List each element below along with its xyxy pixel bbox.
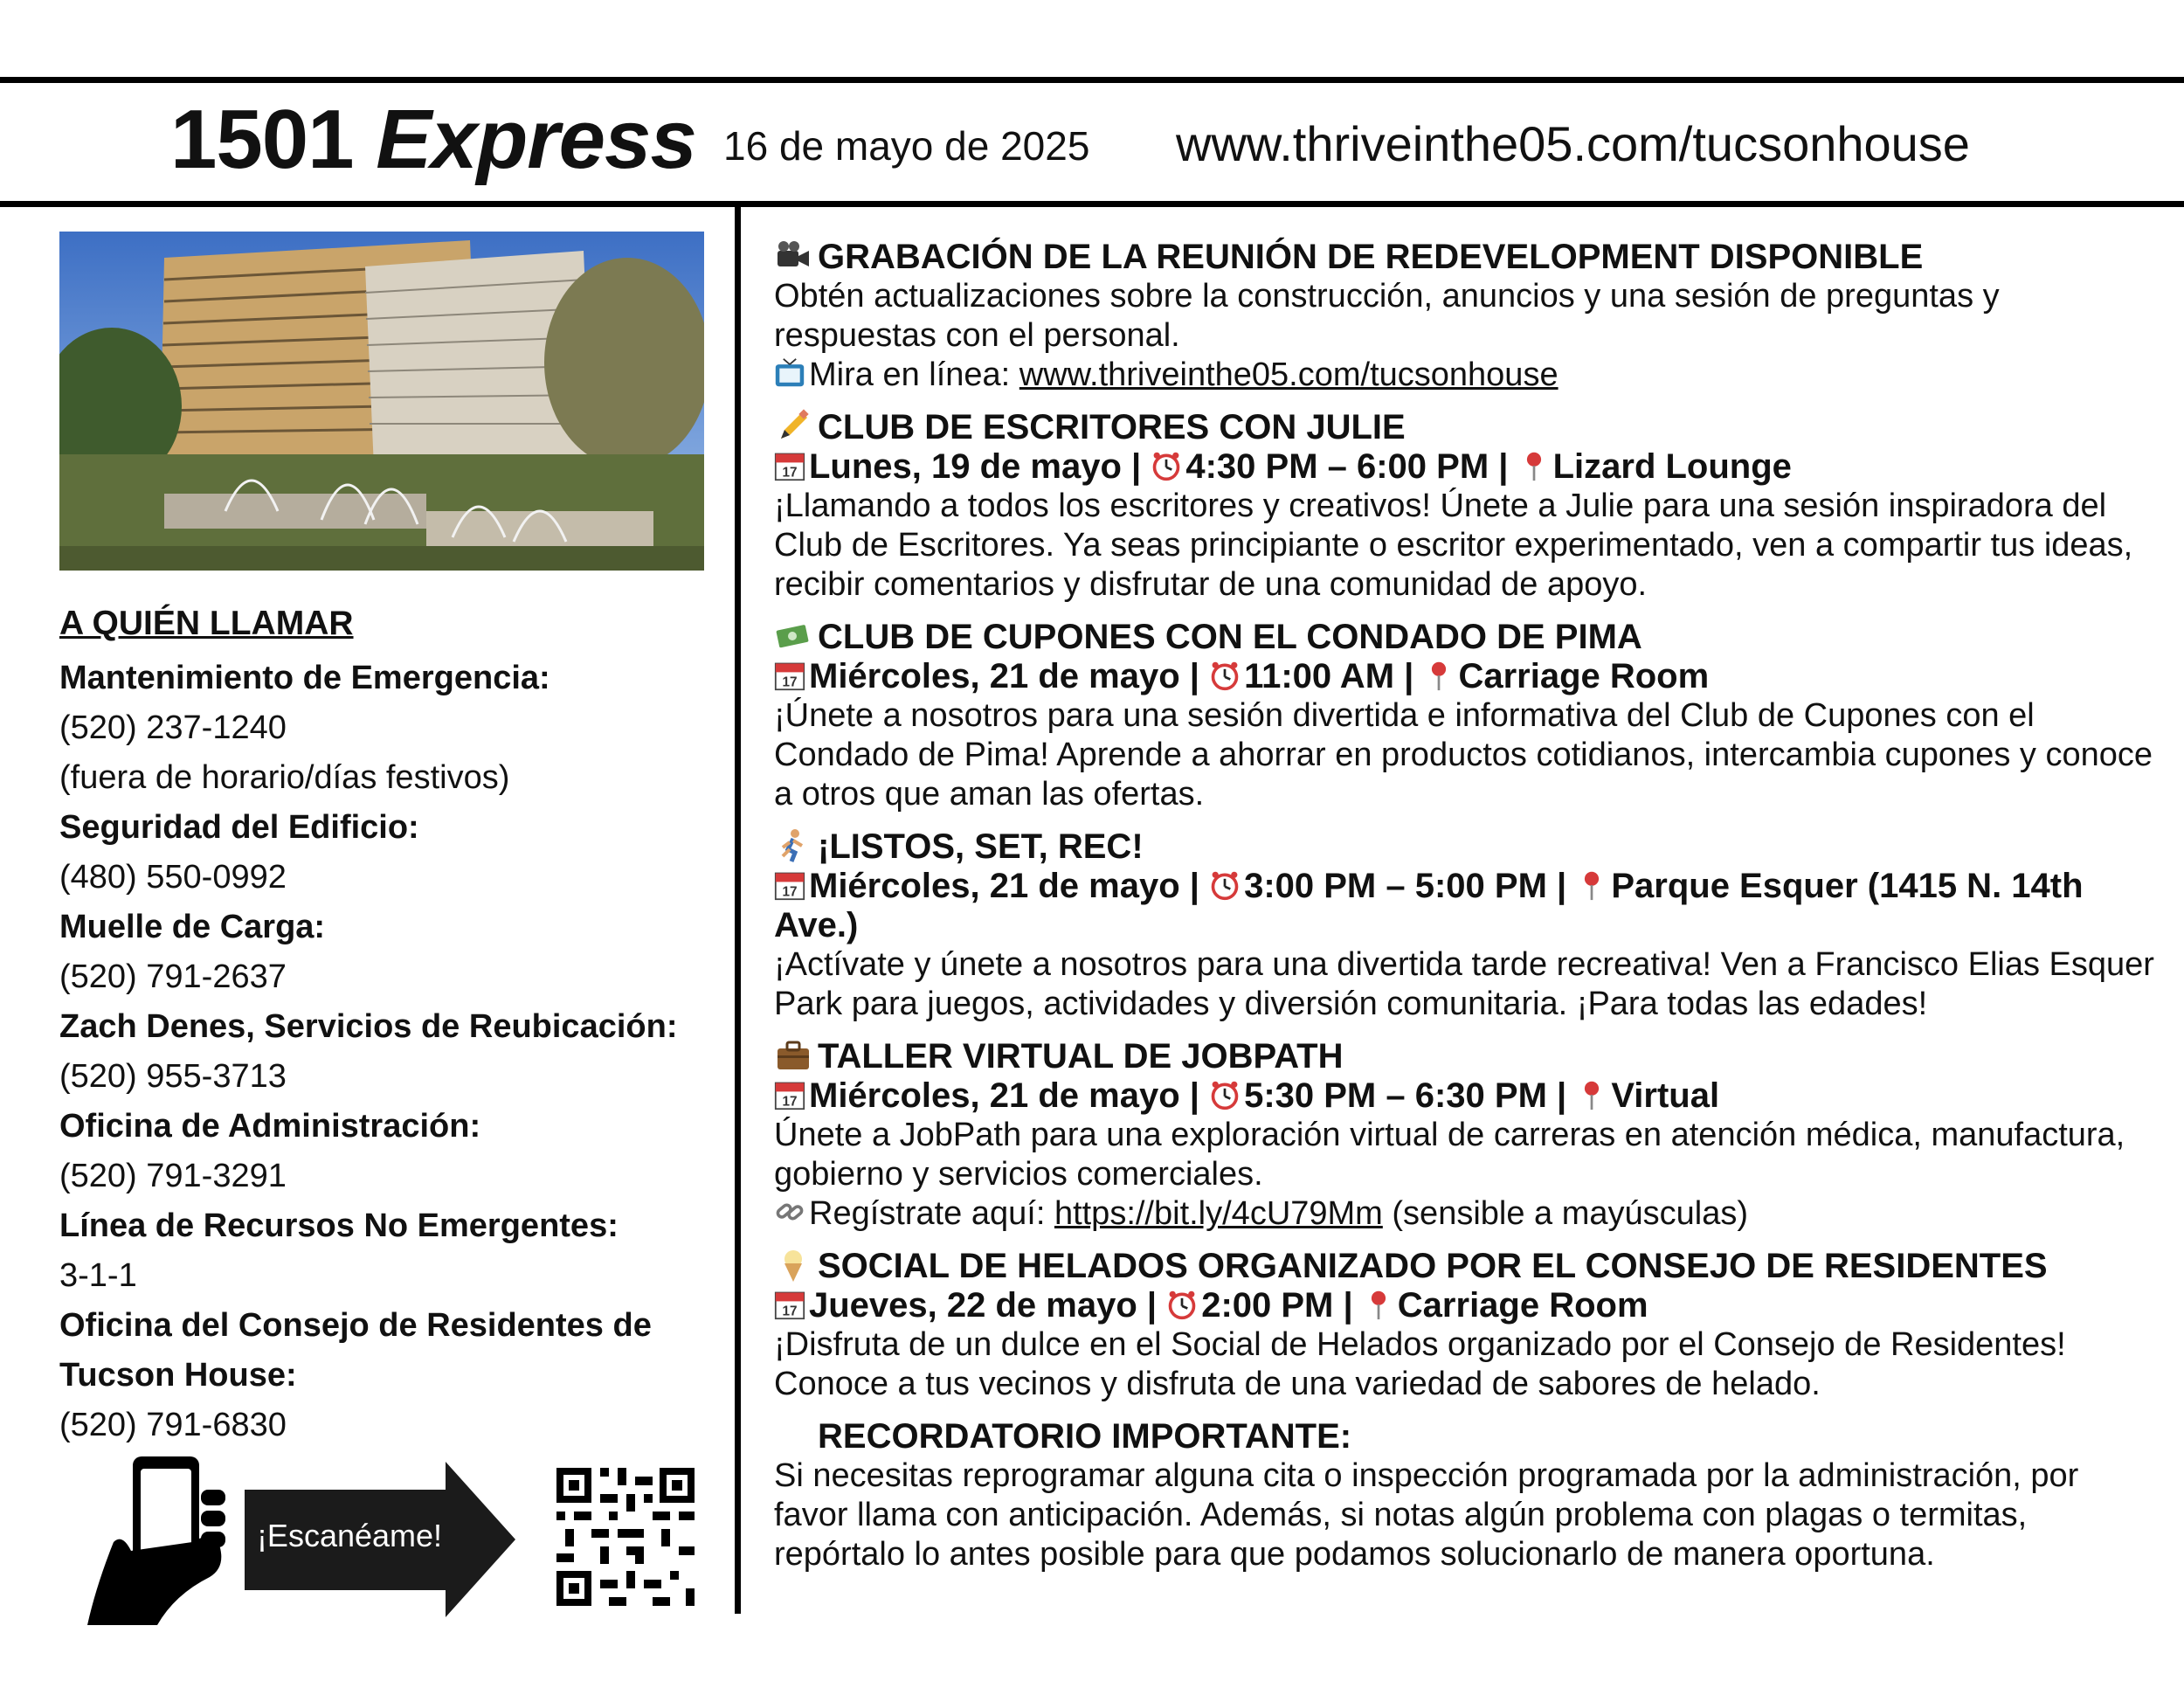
contact-item [59, 1201, 723, 1301]
contacts-heading: A QUIÉN LLAMAR [59, 605, 354, 642]
location-pin-icon [1576, 1077, 1607, 1112]
event-title: GRABACIÓN DE LA REUNIÓN DE REDEVELOPMENT DISPONIBLE [818, 238, 1924, 276]
event-day: Lunes, 19 de mayo [809, 447, 1122, 486]
alarm-clock-icon [1209, 658, 1241, 693]
briefcase-icon [774, 1038, 812, 1073]
location-pin-icon [1518, 448, 1550, 483]
contact-phone[interactable]: (520) 955-3713 [59, 1058, 287, 1095]
event-ready-set-rec [774, 827, 2154, 1024]
contact-item [59, 654, 723, 803]
event-time: 3:00 PM – 5:00 PM [1244, 867, 1547, 905]
calendar-icon [774, 1287, 805, 1322]
reminder-text: Si necesitas reprogramar alguna cita o inspección programada por la administración, por favor llama con anticipación. Además, si notas algún problema con plagas o termitas, repórtalo lo antes posible para que podamos solucionarlo de manera oportuna. [774, 1457, 2079, 1573]
header-bottom-rule [0, 201, 2184, 207]
event-place: Virtual [1611, 1076, 1720, 1115]
event-meta: Lunes, 19 de mayo | 4:30 PM – 6:00 PM | Lizard Lounge [774, 447, 2154, 487]
location-pin-icon [1576, 868, 1607, 903]
event-meta: Miércoles, 21 de mayo | 3:00 PM – 5:00 PM | Parque Esquer (1415 N. 14th Ave.) [774, 867, 2084, 944]
masthead [0, 80, 2184, 203]
contact-label: Oficina de Administración: [59, 1108, 481, 1145]
event-title: CLUB DE ESCRITORES CON JULIE [818, 408, 1406, 446]
event-description: ¡Llamando a todos los escritores y creativos! Únete a Julie para una sesión inspiradora del Club de Escritores. Ya seas principiante o escritor experimentado, ven a compartir tus ideas, recibir comentarios y disfrutar de una comunidad de apoyo. [774, 488, 2133, 603]
event-day: Miércoles, 21 de mayo [809, 1076, 1180, 1115]
location-pin-icon [1423, 658, 1455, 693]
event-title: SOCIAL DE HELADOS ORGANIZADO POR EL CONSEJO DE RESIDENTES [818, 1247, 2048, 1285]
event-day: Jueves, 22 de mayo [809, 1286, 1137, 1325]
event-jobpath [774, 1037, 2154, 1234]
alarm-clock-icon [1209, 868, 1241, 903]
link-icon [774, 1194, 805, 1229]
alarm-clock-icon [1151, 448, 1182, 483]
event-ice-cream-social [774, 1247, 2154, 1404]
contact-item [59, 1102, 723, 1201]
event-place: Carriage Room [1458, 657, 1710, 695]
pen-icon [774, 409, 812, 444]
contact-phone[interactable]: 3-1-1 [59, 1257, 137, 1294]
runner-icon [774, 828, 812, 863]
website-url[interactable]: www.thriveinthe05.com/tucsonhouse [1176, 116, 1970, 171]
contact-label: Mantenimiento de Emergencia: [59, 660, 550, 696]
event-place: Carriage Room [1397, 1286, 1648, 1325]
contact-phone[interactable]: (520) 791-2637 [59, 958, 287, 995]
event-meta: Miércoles, 21 de mayo | 5:30 PM – 6:30 PM | Virtual [774, 1076, 2154, 1116]
link-prefix: Regístrate aquí: [809, 1195, 1054, 1232]
event-recording [774, 238, 2154, 395]
scan-me-banner [79, 1455, 708, 1625]
recording-link[interactable]: www.thriveinthe05.com/tucsonhouse [1019, 356, 1559, 393]
event-place: Parque Esquer (1415 N. 14th Ave.) [774, 867, 2084, 944]
ice-cream-icon [774, 1248, 812, 1283]
event-time: 5:30 PM – 6:30 PM [1244, 1076, 1547, 1115]
qr-code-icon[interactable] [556, 1468, 695, 1606]
event-description: ¡Únete a nosotros para una sesión divertida e informativa del Club de Cupones con el Condado de Pima! Aprende a ahorrar en productos cotidianos, intercambia cupones y conoce a otros que aman las ofertas. [774, 697, 2153, 813]
building-photo [59, 232, 704, 571]
calendar-icon [774, 868, 805, 903]
contact-note: (fuera de horario/días festivos) [59, 759, 510, 796]
hand-phone-icon [87, 1456, 225, 1625]
event-meta: Jueves, 22 de mayo | 2:00 PM | Carriage Room [774, 1286, 2154, 1325]
event-description: Únete a JobPath para una exploración virtual de carreras en atención médica, manufactura, gobierno y servicios comerciales. [774, 1117, 2125, 1193]
money-icon [774, 619, 812, 654]
calendar-icon [774, 1077, 805, 1112]
contact-phone[interactable]: (480) 550-0992 [59, 859, 287, 896]
scan-me-label: ¡Escanéame! [256, 1518, 443, 1553]
event-title: CLUB DE CUPONES CON EL CONDADO DE PIMA [818, 618, 1642, 656]
newsletter-title: 1501 Express [170, 93, 696, 186]
event-meta: Miércoles, 21 de mayo | 11:00 AM | Carriage Room [774, 657, 2154, 696]
issue-date: 16 de mayo de 2025 [723, 123, 1090, 169]
video-camera-icon [774, 239, 812, 273]
contact-label: Seguridad del Edificio: [59, 809, 419, 846]
tv-icon [774, 356, 805, 391]
event-time: 4:30 PM – 6:00 PM [1185, 447, 1489, 486]
contact-label: Zach Denes, Servicios de Reubicación: [59, 1008, 678, 1045]
event-writers-club [774, 408, 2154, 605]
contact-label: Línea de Recursos No Emergentes: [59, 1207, 619, 1244]
event-description: ¡Actívate y únete a nosotros para una divertida tarde recreativa! Ven a Francisco Elias Esquer Park para juegos, actividades y diversión comunitaria. ¡Para todas las edades! [774, 946, 2154, 1022]
contact-label: Oficina del Consejo de Residentes de Tucson House: [59, 1307, 652, 1394]
column-divider [735, 207, 741, 1614]
alarm-clock-icon [1209, 1077, 1241, 1112]
event-time: 11:00 AM [1244, 657, 1395, 695]
alarm-clock-icon [1166, 1287, 1198, 1322]
event-title: TALLER VIRTUAL DE JOBPATH [818, 1037, 1344, 1076]
location-pin-icon [1363, 1287, 1394, 1322]
contact-label: Muelle de Carga: [59, 909, 326, 945]
event-place: Lizard Lounge [1552, 447, 1792, 486]
contact-item [59, 803, 723, 903]
registration-link[interactable]: https://bit.ly/4cU79Mm [1054, 1195, 1383, 1232]
link-prefix: Mira en línea: [809, 356, 1019, 393]
event-time: 2:00 PM [1201, 1286, 1334, 1325]
contact-item [59, 1301, 723, 1450]
contact-phone[interactable]: (520) 237-1240 [59, 709, 287, 746]
important-reminder [774, 1417, 2154, 1574]
contact-phone[interactable]: (520) 791-3291 [59, 1158, 287, 1194]
event-description: ¡Disfruta de un dulce en el Social de Helados organizado por el Consejo de Residentes! Conoce a tus vecinos y disfruta de una variedad de sabores de helado. [774, 1326, 2066, 1402]
contact-phone[interactable]: (520) 791-6830 [59, 1407, 287, 1443]
events-column [774, 238, 2154, 1588]
contacts-section [59, 603, 723, 1450]
event-coupon-club [774, 618, 2154, 814]
event-day: Miércoles, 21 de mayo [809, 867, 1180, 905]
contact-item [59, 1002, 723, 1102]
event-day: Miércoles, 21 de mayo [809, 657, 1180, 695]
calendar-icon [774, 658, 805, 693]
calendar-icon [774, 448, 805, 483]
contact-item [59, 903, 723, 1002]
link-suffix: (sensible a mayúsculas) [1382, 1195, 1749, 1232]
event-title: ¡LISTOS, SET, REC! [818, 827, 1144, 866]
reminder-title: RECORDATORIO IMPORTANTE: [818, 1417, 1352, 1456]
event-description: Obtén actualizaciones sobre la construcción, anuncios y una sesión de preguntas y respuestas con el personal. [774, 278, 2000, 354]
